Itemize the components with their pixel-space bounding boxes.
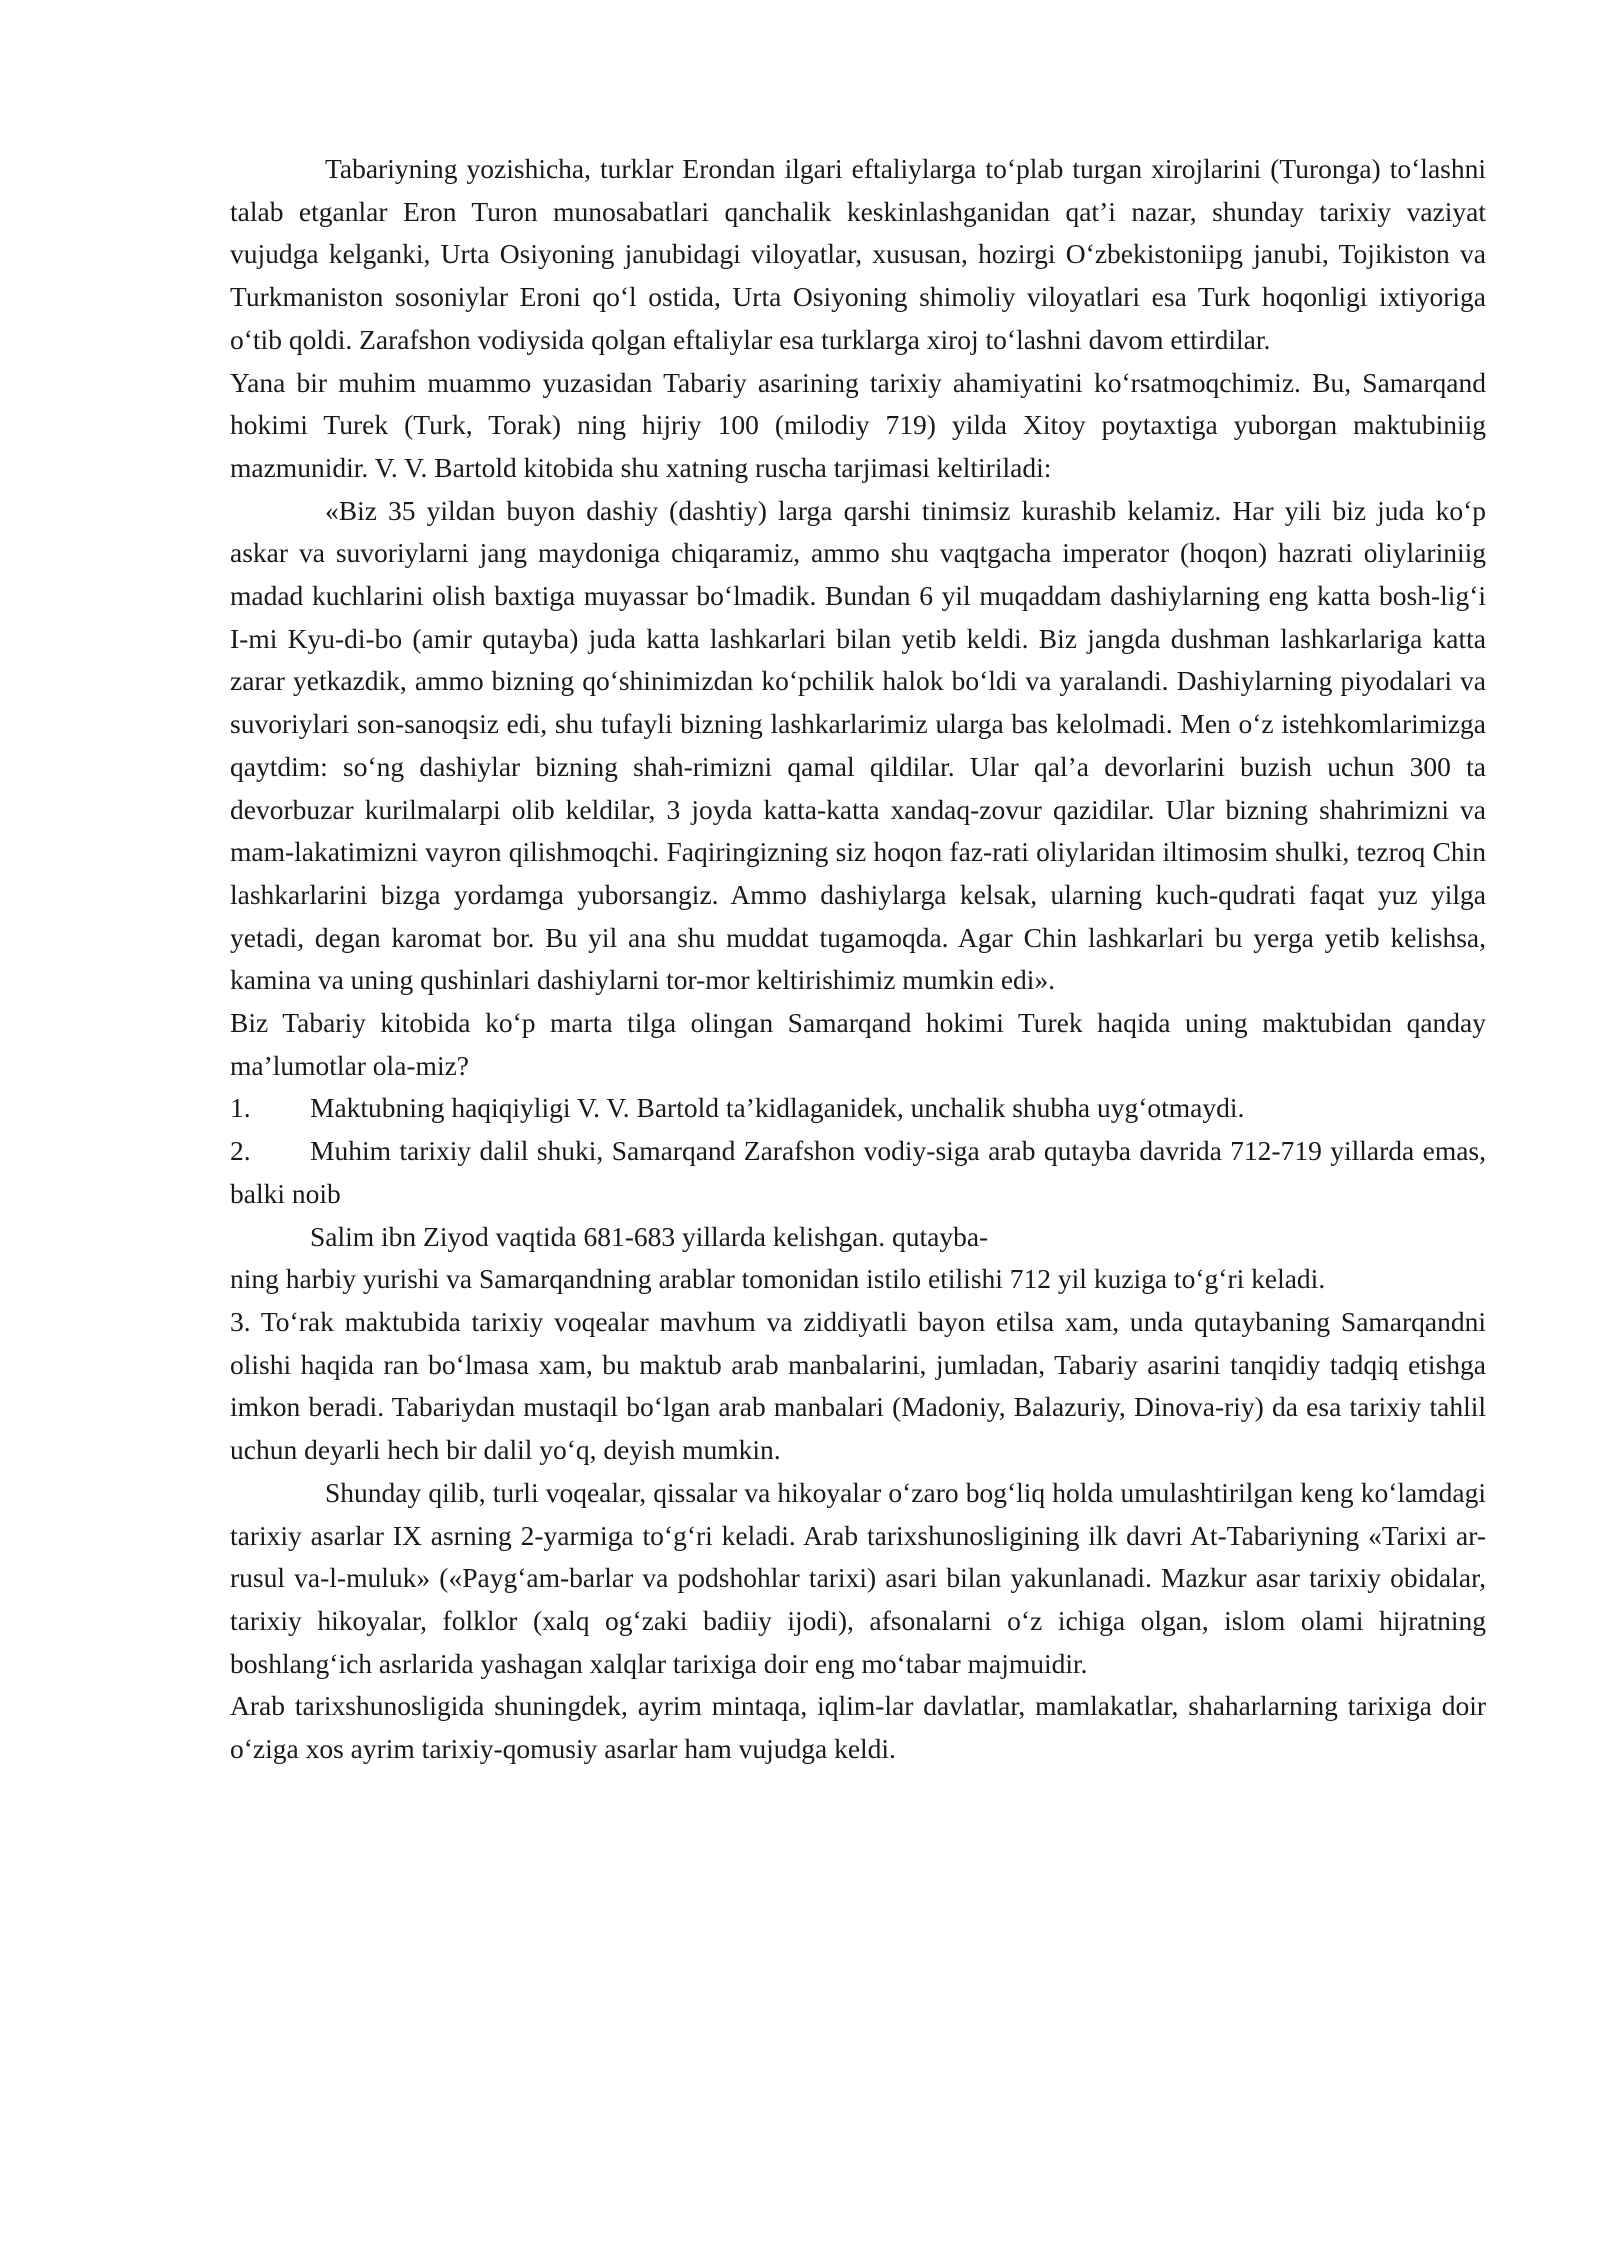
paragraph-tabariy-turks: Tabariyning yozishicha, turklar Erondan ilgari eftaliylarga to‘plab turgan xirojlarini (Turonga) to‘lashni talab etganlar Eron Turon munosabatlari qanchalik keskinlashganidan qat’i nazar, shunday tarixiy vaziyat vujudga kelganki, Urta Osiyoning janubidagi viloyatlar, xususan, hozirgi O‘zbekistoniipg janubi, Tojikiston va Turkmaniston sosoniylar Eroni qo‘l ostida, Urta Osiyoning shimoliy viloyatlari esa Turk hoqonligi ixtiyoriga o‘tib qoldi. Zarafshon vodiysida qolgan eftaliylar esa turklarga xiroj to‘lashni davom ettirdilar. <box>230 153 1486 355</box>
paragraph-turek-letter-intro: Yana bir muhim muammo yuzasidan Tabariy asarining tarixiy ahamiyatini ko‘rsatmoqchimiz. Bu, Samarqand hokimi Turek (Turk, Torak) ning hijriy 100 (milodiy 719) yilda Xitoy poytaxtiga yuborgan maktubiniig mazmunidir. V. V. Bartold kitobida shu xatning ruscha tarjimasi keltiriladi: <box>230 366 1486 483</box>
list-item-2 <box>230 1130 1486 1215</box>
paragraph-final: Arab tarixshunosligida shuningdek, ayrim mintaqa, iqlim-lar davlatlar, mamlakatlar, shaharlarning tarixiga doir o‘ziga xos ayrim tarixiy-qomusiy asarlar ham vujudga keldi. <box>230 1690 1486 1765</box>
document-page <box>230 148 1486 1771</box>
list-text: Maktubning haqiqiyligi V. V. Bartold ta’kidlaganidek, unchalik shubha uyg‘otmaydi. <box>310 1092 1245 1124</box>
paragraph-question: Biz Tabariy kitobida ko‘p marta tilga olingan Samarqand hokimi Turek haqida uning maktubidan qanday ma’lumotlar ola-miz? <box>230 1007 1486 1081</box>
paragraph-conclusion: Shunday qilib, turli voqealar, qissalar va hikoyalar o‘zaro bog‘liq holda umulashtirilgan keng ko‘lamdagi tarixiy asarlar IX asrning 2-yarmiga to‘g‘ri keladi. Arab tarixshunosligining ilk davri At-Tabariyning «Tarixi ar-rusul va-l-muluk» («Payg‘am-barlar va podshohlar tarixi) asari bilan yakunlanadi. Mazkur asar tarixiy obidalar, tarixiy hikoyalar, folklor (xalq og‘zaki badiiy ijodi), afsonalarni o‘z ichiga olgan, islom olami hijratning boshlang‘ich asrlarida yashagan xalqlar tarixiga doir eng mo‘tabar majmuidir. <box>230 1476 1486 1679</box>
paragraph-point-3: 3. To‘rak maktubida tarixiy voqealar mavhum va ziddiyatli bayon etilsa xam, unda qutaybaning Samarqandni olishi haqida ran bo‘lmasa xam, bu maktub arab manbalarini, jumladan, Tabariy asarini tanqidiy tadqiq etishga imkon beradi. Tabariydan mustaqil bo‘lgan arab manbalari (Madoniy, Balazuriy, Dinova-riy) da esa tarixiy tahlil uchun deyarli hech bir dalil yo‘q, deyish mumkin. <box>230 1305 1486 1466</box>
list-number: 2. <box>230 1135 251 1167</box>
list-number: 1. <box>230 1092 251 1124</box>
list-item-1 <box>230 1087 1486 1130</box>
list-text: Muhim tarixiy dalil shuki, Samarqand Zarafshon vodiy-siga arab qutayba davrida 712-719 yillarda emas, balki noib <box>230 1135 1486 1209</box>
paragraph-letter-quote: «Biz 35 yildan buyon dashiy (dashtiy) larga qarshi tinimsiz kurashib kelamiz. Har yili biz juda ko‘p askar va suvoriylarni jang maydoniga chiqaramiz, ammo shu vaqtgacha imperator (hoqon) hazrati oliylariniig madad kuchlarini olish baxtiga muyassar bo‘lmadik. Bundan 6 yil muqaddam dashiylarning eng katta bosh-lig‘i I-mi Kyu-di-bo (amir qutayba) juda katta lashkarlari bilan yetib keldi. Biz jangda dushman lashkarlariga katta zarar yetkazdik, ammo bizning qo‘shinimizdan ko‘pchilik halok bo‘ldi va yaralandi. Dashiylarning piyodalari va suvoriylari son-sanoqsiz edi, shu tufayli bizning lashkarlarimiz ularga bas kelolmadi. Men o‘z istehkomlarimizga qaytdim: so‘ng dashiylar bizning shah-rimizni qamal qildilar. Ular qal’a devorlarini buzish uchun 300 ta devorbuzar kurilmalarpi olib keldilar, 3 joyda katta-katta xandaq-zovur qazidilar. Ular bizning shahrimizni va mam-lakatimizni vayron qilishmoqchi. Faqiringizning siz hoqon faz-rati oliylaridan iltimosim shulki, tezroq Chin lashkarlarini bizga yordamga yuborsangiz. Ammo dashiylarga kelsak, ularning kuch-qudrati faqat yuz yilga yetadi, degan karomat bor. Bu yil ana shu muddat tugamoqda. Agar Chin lashkarlari bu yerga yetib kelishsa, kamina va uning qushinlari dashiylarni tor-mor keltirishimiz mumkin edi». <box>230 494 1486 996</box>
list-continuation: ning harbiy yurishi va Samarqandning arablar tomonidan istilo etilishi 712 yil kuziga to‘g‘ri keladi. <box>230 1263 1326 1295</box>
list-continuation-indented: Salim ibn Ziyod vaqtida 681-683 yillarda kelishgan. qutayba- <box>310 1220 989 1252</box>
